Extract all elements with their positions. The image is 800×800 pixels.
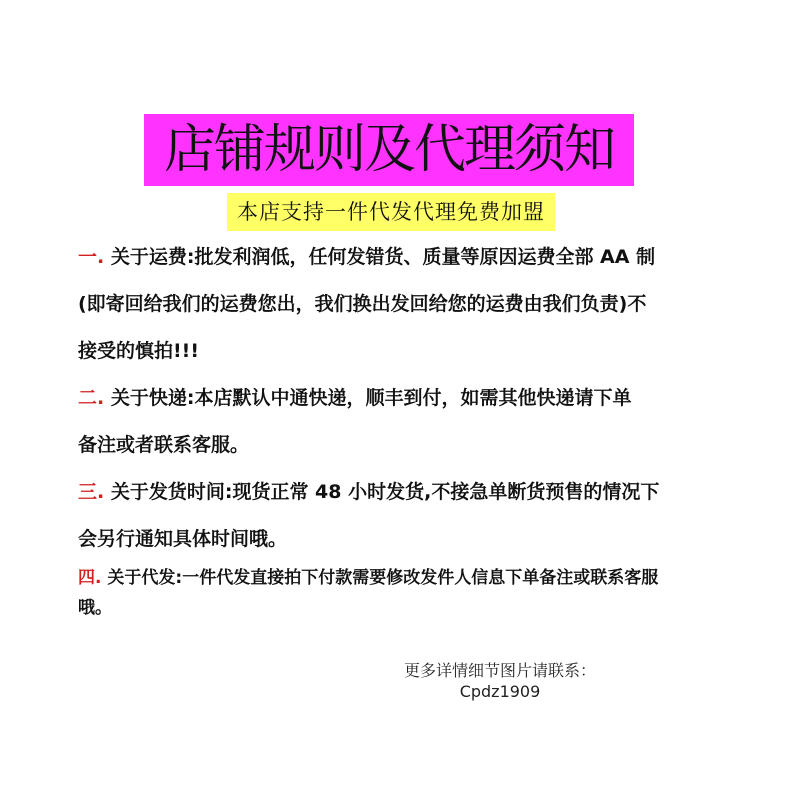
rule-line: 接受的慎拍!!! bbox=[78, 340, 199, 362]
rule-text: 关于代发:一件代发直接拍下付款需要修改发件人信息下单备注或联系客服 bbox=[107, 568, 659, 588]
contact-id: Cpdz1909 bbox=[459, 682, 541, 701]
rule-text: 关于运费:批发利润低，任何发错货、质量等原因运费全部 AA 制 bbox=[110, 246, 656, 268]
rule-line bbox=[78, 375, 738, 422]
contact-label: 更多详情细节图片请联系： bbox=[403, 661, 596, 680]
rule-line: (即寄回给我们的运费您出，我们换出发回给您的运费由我们负责)不 bbox=[78, 293, 647, 315]
rule-number: 二. bbox=[78, 387, 105, 409]
rule-number: 一. bbox=[78, 246, 105, 268]
rule-line: 备注或者联系客服。 bbox=[78, 434, 250, 456]
rule-number: 四. bbox=[78, 568, 102, 588]
rule-text: 关于发货时间:现货正常 48 小时发货,不接急单断货预售的情况下 bbox=[110, 481, 660, 503]
rule-text: 关于快递:本店默认中通快递，顺丰到付，如需其他快递请下单 bbox=[110, 387, 632, 409]
rule-dropshipping bbox=[78, 563, 738, 623]
rule-line: 哦。 bbox=[78, 598, 112, 618]
rule-shipping-cost bbox=[78, 234, 738, 375]
rule-line bbox=[78, 234, 738, 281]
page-title: 店铺规则及代理须知 bbox=[144, 114, 634, 186]
rule-delivery-time bbox=[78, 469, 738, 563]
rule-courier bbox=[78, 375, 738, 469]
rule-line bbox=[78, 469, 738, 516]
rule-number: 三. bbox=[78, 481, 105, 503]
page-subtitle: 本店支持一件代发代理免费加盟 bbox=[227, 193, 555, 231]
rule-line bbox=[78, 563, 738, 593]
rule-line: 会另行通知具体时间哦。 bbox=[78, 528, 288, 550]
